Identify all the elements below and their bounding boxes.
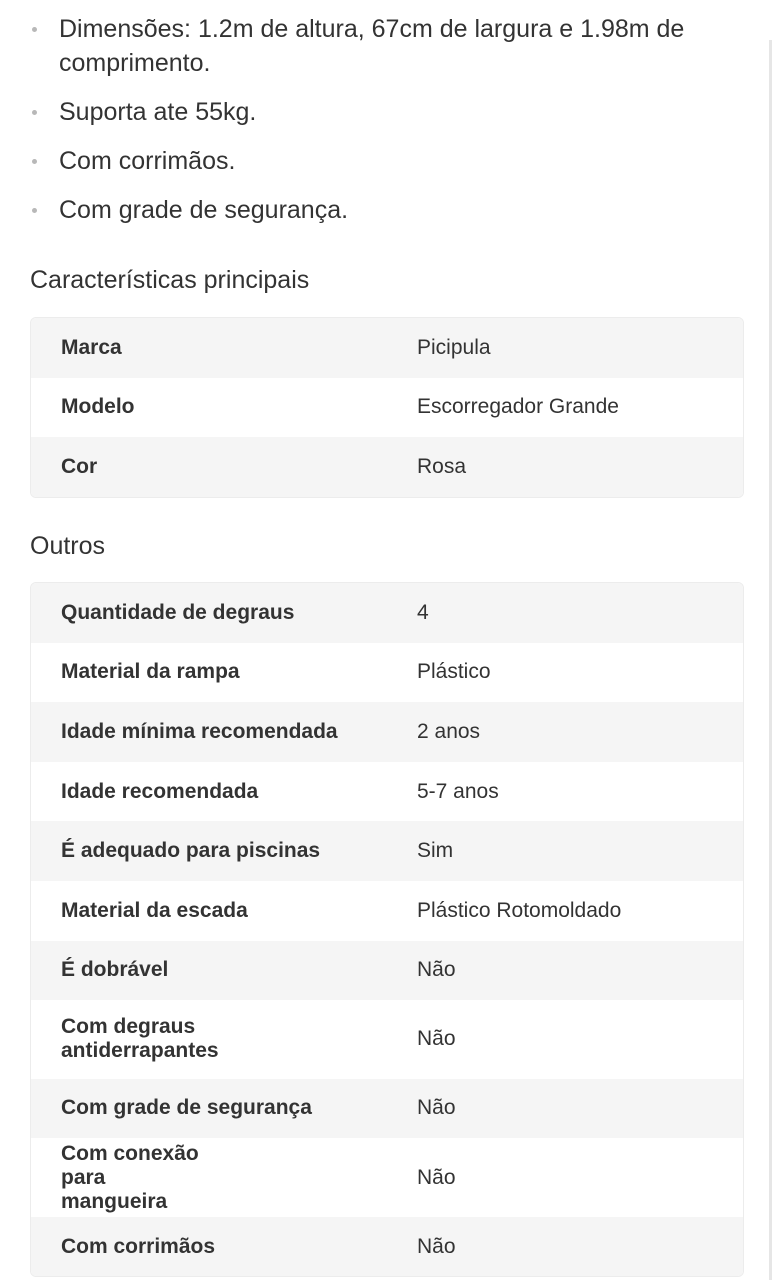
table-row [31,1079,743,1139]
table-row [31,702,743,762]
spec-value: Não [417,1234,456,1258]
table-row [31,881,743,941]
spec-value: 5-7 anos [417,779,499,803]
spec-label: Cor [61,454,98,478]
spec-value: Sim [417,839,454,863]
table-row [31,378,743,438]
spec-label: Modelo [61,395,135,419]
description-text: Com grade de segurança. [59,196,349,224]
table-row [31,318,743,378]
main-specs-title: Características principais [30,266,310,294]
other-specs-title: Outros [30,532,106,560]
spec-value: 4 [417,600,429,624]
description-text: Suporta ate 55kg. [59,98,257,126]
table-row [31,821,743,881]
description-list [30,12,730,242]
table-row [31,762,743,822]
description-item [30,144,730,178]
bullet-icon [32,27,37,32]
description-text: Com corrimãos. [59,147,236,175]
table-row [31,1138,743,1217]
spec-value: Plástico Rotomoldado [417,898,622,922]
spec-value: Escorregador Grande [417,395,619,419]
spec-label: Com degraus antiderrapantes [61,1015,219,1063]
bullet-icon [32,208,37,213]
spec-value: Não [417,1165,456,1189]
table-row [31,941,743,1001]
spec-label: Material da escada [61,898,248,922]
spec-label: Idade recomendada [61,779,259,803]
description-item [30,12,730,80]
spec-label: Marca [61,335,122,359]
spec-label: Com conexão para mangueira [61,1141,199,1213]
spec-label: É adequado para piscinas [61,839,321,863]
main-specs-table [30,317,744,498]
other-specs-table [30,582,744,1277]
spec-value: Não [417,1096,456,1120]
bullet-icon [32,159,37,164]
spec-value: Plástico [417,660,491,684]
table-row [31,1217,743,1277]
spec-value: Rosa [417,454,467,478]
spec-label: Com grade de segurança [61,1096,312,1120]
spec-label: Material da rampa [61,660,240,684]
spec-value: 2 anos [417,719,481,743]
bullet-icon [32,110,37,115]
spec-value: Picipula [417,335,491,359]
table-row [31,583,743,643]
spec-label: Idade mínima recomendada [61,719,338,743]
description-text: Dimensões: 1.2m de altura, 67cm de largura e 1.98m de comprimento. [59,15,685,77]
description-item [30,193,730,227]
table-row [31,643,743,703]
table-row [31,437,743,497]
spec-value: Não [417,1027,456,1051]
table-row [31,1000,743,1079]
spec-label: É dobrável [61,958,169,982]
description-item [30,95,730,129]
spec-label: Quantidade de degraus [61,600,295,624]
spec-label: Com corrimãos [61,1234,216,1258]
spec-value: Não [417,958,456,982]
